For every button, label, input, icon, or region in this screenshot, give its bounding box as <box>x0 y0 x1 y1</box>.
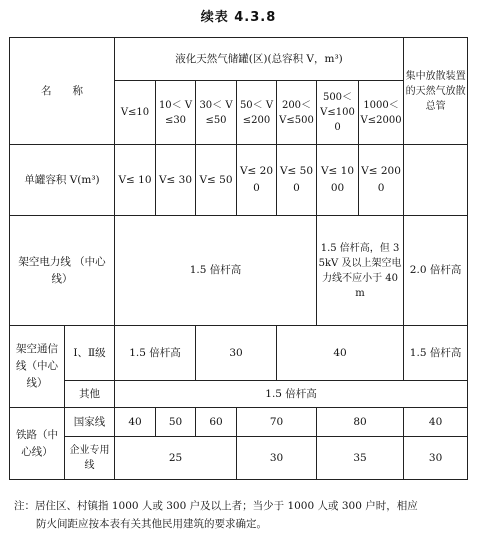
power-line-label: 架空电力线 （中心线） <box>10 216 115 326</box>
telecom-class12-cell: 40 <box>277 326 404 381</box>
railway-label: 铁路（中心线） <box>10 408 65 480</box>
railway-enterprise-cell: 35 <box>317 437 404 480</box>
telecom-class12-label: Ⅰ、Ⅱ级 <box>65 326 115 381</box>
range-header: 1000＜ V≤2000 <box>359 81 404 145</box>
fire-distance-table <box>9 37 468 480</box>
railway-national-cell: 70 <box>237 408 317 437</box>
railway-national-cell: 50 <box>156 408 196 437</box>
telecom-label: 架空通信线（中心线） <box>10 326 65 408</box>
railway-national-cell: 60 <box>196 408 237 437</box>
single-tank-cell: V≤ 1000 <box>317 145 359 216</box>
railway-enterprise-label: 企业专用线 <box>65 437 115 480</box>
note-line-1: 注：居住区、村镇指 1000 人或 300 户及以上者；当少于 1000 人或 300 户时，相应 <box>14 500 418 512</box>
note-line-2: 防火间距应按本表有关其他民用建筑的要求确定。 <box>36 518 267 531</box>
range-header: V≤10 <box>115 81 156 145</box>
railway-enterprise-cell: 30 <box>237 437 317 480</box>
railway-enterprise-vent: 30 <box>404 437 468 480</box>
single-tank-label: 单罐容积 V(m³) <box>10 145 115 216</box>
range-header: 500＜ V≤1000 <box>317 81 359 145</box>
table-title: 续表 4.3.8 <box>200 10 277 25</box>
railway-national-label: 国家线 <box>65 408 115 437</box>
telecom-other-label: 其他 <box>65 381 115 408</box>
single-tank-cell: V≤ 200 <box>237 145 277 216</box>
railway-national-cell: 80 <box>317 408 404 437</box>
railway-national-cell: 40 <box>115 408 156 437</box>
range-header: 10＜ V≤30 <box>156 81 196 145</box>
single-tank-cell: V≤ 30 <box>156 145 196 216</box>
railway-enterprise-cell: 25 <box>115 437 237 480</box>
range-header: 30＜ V≤50 <box>196 81 237 145</box>
railway-national-vent: 40 <box>404 408 468 437</box>
name-header: 名 称 <box>10 38 115 145</box>
telecom-class12-cell: 30 <box>196 326 277 381</box>
single-tank-cell: V≤ 50 <box>196 145 237 216</box>
power-line-main: 1.5 倍杆高 <box>115 216 317 326</box>
single-tank-cell: V≤ 10 <box>115 145 156 216</box>
vent-header: 集中放散装置的天然气放散总管 <box>404 38 468 145</box>
single-tank-cell: V≤ 500 <box>277 145 317 216</box>
single-tank-cell: V≤ 2000 <box>359 145 404 216</box>
range-header: 50＜ V≤200 <box>237 81 277 145</box>
telecom-class12-cell: 1.5 倍杆高 <box>115 326 196 381</box>
range-header: 200＜ V≤500 <box>277 81 317 145</box>
table-note <box>14 497 469 534</box>
single-tank-vent-cell <box>404 145 468 216</box>
telecom-other-cell: 1.5 倍杆高 <box>115 381 468 408</box>
power-line-large: 1.5 倍杆高，但 35kV 及以上架空电力线不应小于 40m <box>317 216 404 326</box>
telecom-class12-vent: 1.5 倍杆高 <box>404 326 468 381</box>
power-line-vent: 2.0 倍杆高 <box>404 216 468 326</box>
storage-header: 液化天然气储罐(区)(总容积 V，m³) <box>115 38 404 81</box>
